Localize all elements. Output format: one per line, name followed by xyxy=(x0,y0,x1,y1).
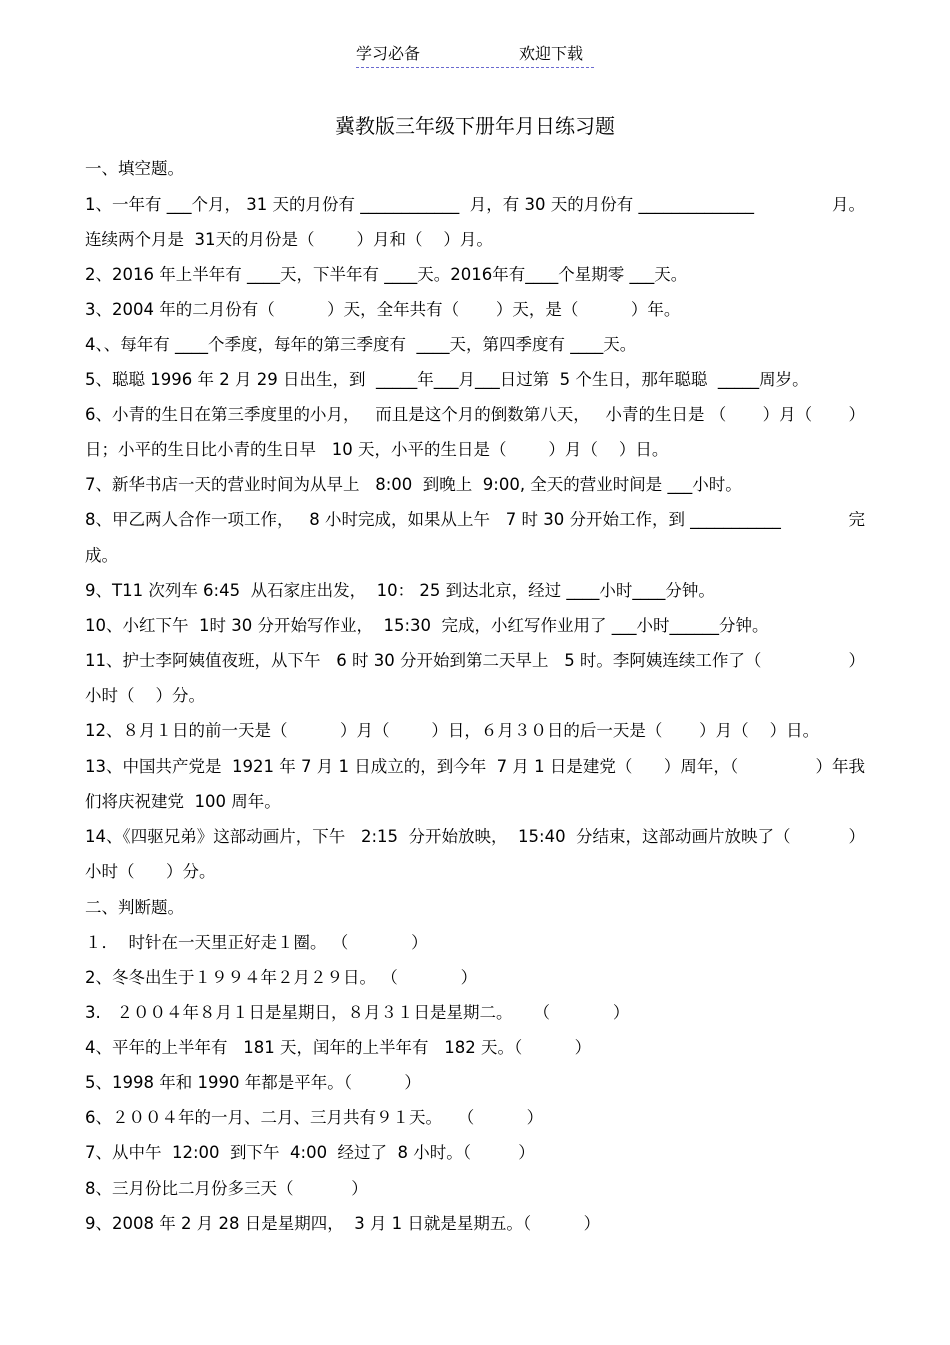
question-14-text: 14、《四驱兄弟》这部动画片，下午 2:15 分开始放映， 15:40 分结束，这部动画片放映了（ xyxy=(85,827,791,846)
question-13-line-1 xyxy=(85,756,865,778)
question-3: 3、2004 年的二月份有（ ）天，全年共有（ ）天，是（ ）年。 xyxy=(85,300,681,319)
page-header xyxy=(356,41,594,68)
judgment-9: 9、2008 年 2 月 28 日是星期四， 3 月 1 日就是星期五。（ ） xyxy=(85,1214,601,1233)
judgment-2: 2、冬冬出生于１９９４年２月２９日。 （ ） xyxy=(85,968,478,987)
question-11-text: 11、护士李阿姨值夜班，从下午 6 时 30 分开始到第二天早上 5 时。李阿姨连续工作了（ xyxy=(85,651,762,670)
question-13-text-end: ）年我 xyxy=(815,757,865,776)
question-14-line-2: 小时（ ）分。 xyxy=(85,862,216,881)
question-1-text: 1、一年有 ___个月， 31 天的月份有 ____________ 月，有 30 天的月份有 ______________ xyxy=(85,195,754,214)
header-right-text: 欢迎下载 xyxy=(519,44,584,63)
question-9: 9、T11 次列车 6:45 从石家庄出发， 10： 25 到达北京，经过 ____小时____分钟。 xyxy=(85,581,715,600)
document-title: 冀教版三年级下册年月日练习题 xyxy=(335,114,615,138)
question-6-line-1 xyxy=(85,404,865,426)
judgment-5: 5、1998 年和 1990 年都是平年。（ ） xyxy=(85,1073,421,1092)
question-14-line-1 xyxy=(85,826,865,848)
question-13-line-2: 们将庆祝建党 100 周年。 xyxy=(85,792,281,811)
question-6-text-mid: ）月（ xyxy=(762,405,813,424)
question-7: 7、新华书店一天的营业时间为从早上 8:00 到晚上 9:00, 全天的营业时间是 ___小时。 xyxy=(85,475,742,494)
question-11-line-2: 小时（ ）分。 xyxy=(85,686,205,705)
question-13-text: 13、中国共产党是 1921 年 7 月 1 日成立的，到今年 7 月 1 日是建党（ ）周年，（ xyxy=(85,757,739,776)
question-10: 10、小红下午 1时 30 分开始写作业， 15:30 完成，小红写作业用了 ___小时______分钟。 xyxy=(85,616,769,635)
question-5: 5、聪聪 1996 年 2 月 29 日出生，到 _____年___月___日过第 5 个生日，那年聪聪 _____周岁。 xyxy=(85,370,809,389)
judgment-7: 7、从中午 12:00 到下午 4:00 经过了 8 小时。（ ） xyxy=(85,1143,535,1162)
question-14-text-end: ） xyxy=(848,827,865,846)
judgment-4: 4、平年的上半年有 181 天，闰年的上半年有 182 天。（ ） xyxy=(85,1038,592,1057)
judgment-1: １． 时针在一天里正好走１圈。 （ ） xyxy=(85,933,428,952)
header-left-text: 学习必备 xyxy=(356,44,421,63)
question-8-text-end: 完 xyxy=(848,510,865,529)
question-4: 4、、每年有 ____个季度，每年的第三季度有 ____天，第四季度有 ____天。 xyxy=(85,335,637,354)
question-6-text-end: ） xyxy=(848,405,865,424)
question-11-text-end: ） xyxy=(848,651,865,670)
question-12: 12、８月１日的前一天是（ ）月（ ）日，６月３０日的后一天是（ ）月（ ）日。 xyxy=(85,721,820,740)
question-1-text-end: 月。 xyxy=(832,195,865,214)
question-11-line-1 xyxy=(85,650,865,672)
section-1-heading: 一、填空题。 xyxy=(85,159,184,178)
section-2-heading: 二、判断题。 xyxy=(85,898,184,917)
question-6-text: 6、小青的生日在第三季度里的小月， 而且是这个月的倒数第八天， 小青的生日是 （ xyxy=(85,405,727,424)
question-2: 2、2016 年上半年有 ____天，下半年有 ____天。2016年有____个星期零 ___天。 xyxy=(85,265,688,284)
judgment-6: 6、２００４年的一月、二月、三月共有９１天。 （ ） xyxy=(85,1108,544,1127)
question-8-line-2: 成。 xyxy=(85,546,118,565)
judgment-3: 3. ２００４年８月１日是星期日，８月３１日是星期二。 （ ） xyxy=(85,1003,630,1022)
question-6-line-2: 日；小平的生日比小青的生日早 10 天，小平的生日是（ ）月（ ）日。 xyxy=(85,440,669,459)
judgment-8: 8、三月份比二月份多三天（ ） xyxy=(85,1179,368,1198)
question-8-line-1 xyxy=(85,509,865,531)
question-8-text: 8、甲乙两人合作一项工作， 8 小时完成，如果从上午 7 时 30 分开始工作，到 ___________ xyxy=(85,510,781,529)
question-1-line-1 xyxy=(85,194,865,216)
question-1-line-2: 连续两个月是 31天的月份是（ ）月和（ ）月。 xyxy=(85,230,493,249)
